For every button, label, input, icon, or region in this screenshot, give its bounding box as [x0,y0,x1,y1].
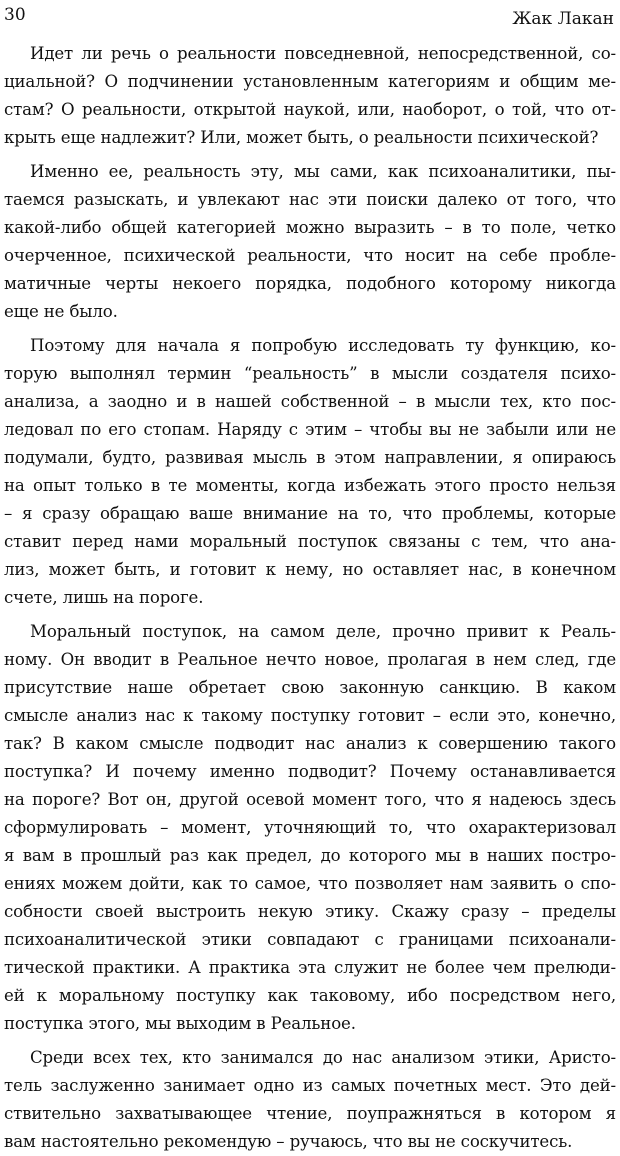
text-line: на пороге? Вот он, другой осевой момент того, что я надеюсь здесь [4,790,616,809]
text-line: Именно ее, реальность эту, мы сами, как психоаналитики, пы- [30,162,616,181]
text-line: счете, лишь на пороге. [4,588,204,607]
text-line: матичные черты некоего порядка, подобного которому никогда [4,274,616,293]
text-line: Среди всех тех, кто занимался до нас анализом этики, Аристо- [30,1048,616,1067]
text-line: стам? О реальности, открытой наукой, или, наоборот, о той, что от- [4,100,616,119]
text-line: анализа, а заодно и в нашей собственной – в мысли тех, кто пос- [4,392,616,411]
text-line: подумали, будто, развивая мысль в этом направлении, я опираюсь [4,448,616,467]
text-line: ствительно захватывающее чтение, поупражняться в котором я [4,1104,616,1123]
text-line: какой-либо общей категорией можно выразить – в то поле, четко [4,218,616,237]
text-line: смысле анализ нас к такому поступку готовит – если это, конечно, [4,706,616,725]
text-line: очерченное, психической реальности, что носит на себе пробле- [4,246,616,265]
paragraph [4,40,616,152]
text-line: присутствие наше обретает свою законную санкцию. В каком [4,678,616,697]
text-line: – я сразу обращаю ваше внимание на то, что проблемы, которые [4,504,616,523]
text-line: на опыт только в те моменты, когда избежать этого просто нельзя [4,476,616,495]
text-line: лиз, может быть, и готовит к нему, но оставляет нас, в конечном [4,560,616,579]
text-line: ей к моральному поступку как таковому, ибо посредством него, [4,986,616,1005]
running-head: Жак Лакан [512,9,614,29]
text-line: я вам в прошлый раз как предел, до которого мы в наших постро- [4,846,616,865]
text-line: собности своей выстроить некую этику. Скажу сразу – пределы [4,902,616,921]
body-text [4,40,616,1156]
text-line: вам настоятельно рекомендую – ручаюсь, что вы не соскучитесь. [4,1132,573,1151]
text-line: тель заслуженно занимает одно из самых почетных мест. Это дей- [4,1076,616,1095]
page-header [4,4,614,30]
text-line: таемся разыскать, и увлекают нас эти поиски далеко от того, что [4,190,616,209]
text-line: Моральный поступок, на самом деле, прочно привит к Реаль- [30,622,616,641]
text-line: еще не было. [4,302,118,321]
paragraph [4,158,616,326]
text-line: циальной? О подчинении установленным категориям и общим ме- [4,72,616,91]
paragraph [4,1044,616,1156]
text-line: Поэтому для начала я попробую исследовать ту функцию, ко- [30,336,616,355]
text-line: торую выполнял термин “реальность” в мысли создателя психо- [4,364,616,383]
text-line: ениях можем дойти, как то самое, что позволяет нам заявить о спо- [4,874,616,893]
text-line: поступка? И почему именно подводит? Почему останавливается [4,762,616,781]
text-line: ному. Он вводит в Реальное нечто новое, пролагая в нем след, где [4,650,616,669]
text-line: так? В каком смысле подводит нас анализ к совершению такого [4,734,616,753]
text-line: ледовал по его стопам. Наряду с этим – чтобы вы не забыли или не [4,420,616,439]
text-line: Идет ли речь о реальности повседневной, непосредственной, со- [30,44,616,63]
text-line: ставит перед нами моральный поступок связаны с тем, что ана- [4,532,616,551]
text-line: сформулировать – момент, уточняющий то, что охарактеризовал [4,818,616,837]
paragraph [4,618,616,1038]
text-line: поступка этого, мы выходим в Реальное. [4,1014,356,1033]
page-number: 30 [4,5,26,25]
text-line: психоаналитической этики совпадают с границами психоанали- [4,930,616,949]
text-line: крыть еще надлежит? Или, может быть, о реальности психической? [4,128,599,147]
text-line: тической практики. А практика эта служит не более чем прелюди- [4,958,616,977]
paragraph [4,332,616,612]
